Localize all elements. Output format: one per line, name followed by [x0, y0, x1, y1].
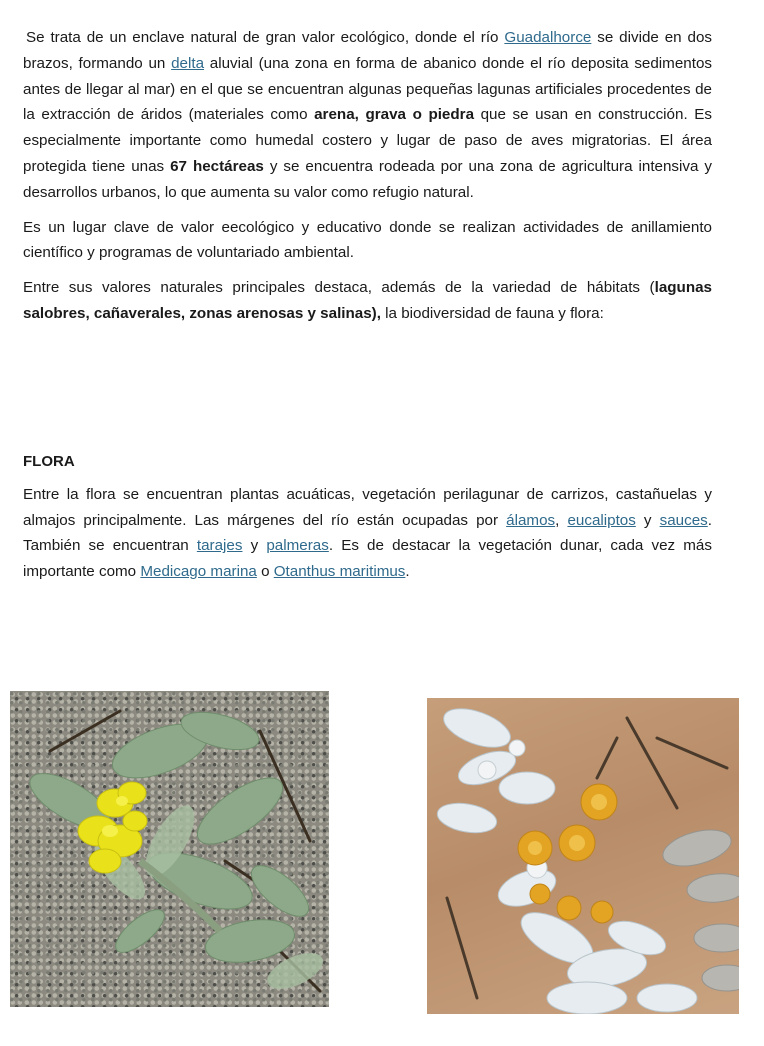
link-guadalhorce[interactable]: Guadalhorce [504, 29, 592, 46]
blank-space [23, 327, 712, 449]
bold-area: 67 hectáreas [170, 157, 264, 175]
paragraph-activities: Es un lugar clave de valor eecológico y educativo donde se realizan actividades de anillamiento científico y programas de voluntariado ambiental. [23, 218, 712, 262]
link-alamos[interactable]: álamos [506, 511, 556, 529]
otanthus-illustration [427, 698, 739, 1014]
link-delta[interactable]: delta [171, 54, 205, 72]
otanthus-maritimus-photo [427, 698, 739, 1014]
paragraph-intro [23, 25, 712, 206]
text-span: aluvial (una zona en forma de abanico donde el río deposita sedimentos antes de llegar al mar) en el que se encuentran algunas pequeñas lagunas artificiales procedentes de la extracción de áridos (materiales como [23, 54, 712, 124]
medicago-marina-photo [10, 691, 329, 1007]
document-body [23, 25, 712, 585]
flora-heading: FLORA [23, 452, 75, 470]
link-palmeras[interactable]: palmeras [266, 537, 329, 555]
text-span: Entre sus valores naturales principales destaca, además de la variedad de hábitats ( [23, 279, 655, 297]
paragraph-values [23, 275, 712, 327]
text-span: Entre la flora se encuentran plantas acuáticas, vegetación perilagunar de carrizos, castañuelas y almajos principalmente. Las márgenes del río están ocupadas por [23, 485, 712, 529]
bold-materials: arena, grava o piedra [314, 106, 475, 124]
link-eucaliptos[interactable]: eucaliptos [567, 511, 636, 529]
paragraph-flora [23, 482, 712, 585]
text-span: y [242, 537, 267, 555]
text-span: . Es de destacar la vegetación dunar, cada vez más importante como [23, 537, 712, 581]
link-medicago-marina[interactable]: Medicago marina [140, 563, 257, 581]
text-span: Se trata de un enclave natural de gran valor ecológico, donde el río [26, 29, 505, 46]
text-span: y se encuentra rodeada por una zona de agricultura intensiva y desarrollos urbanos, lo que aumenta su valor como refugio natural. [23, 157, 712, 201]
text-span: la biodiversidad de fauna y flora: [380, 304, 604, 322]
text-span: se divide en dos brazos, formando un [23, 29, 712, 72]
text-span: , [555, 511, 568, 529]
text-span: . También se encuentran [23, 511, 712, 555]
text-span: o [256, 563, 274, 581]
text-span: . [405, 563, 410, 581]
link-tarajes[interactable]: tarajes [196, 537, 243, 555]
medicago-illustration [10, 691, 329, 1007]
text-span: y [635, 511, 660, 529]
link-otanthus-maritimus[interactable]: Otanthus maritimus [273, 563, 406, 581]
bold-habitats: lagunas salobres, cañaverales, zonas arenosas y salinas), [23, 279, 712, 322]
link-sauces[interactable]: sauces [659, 511, 708, 529]
text-span: que se usan en construcción. Es especialmente importante como humedal costero y lugar de paso de aves migratorias. El área protegida tiene unas [23, 106, 712, 175]
